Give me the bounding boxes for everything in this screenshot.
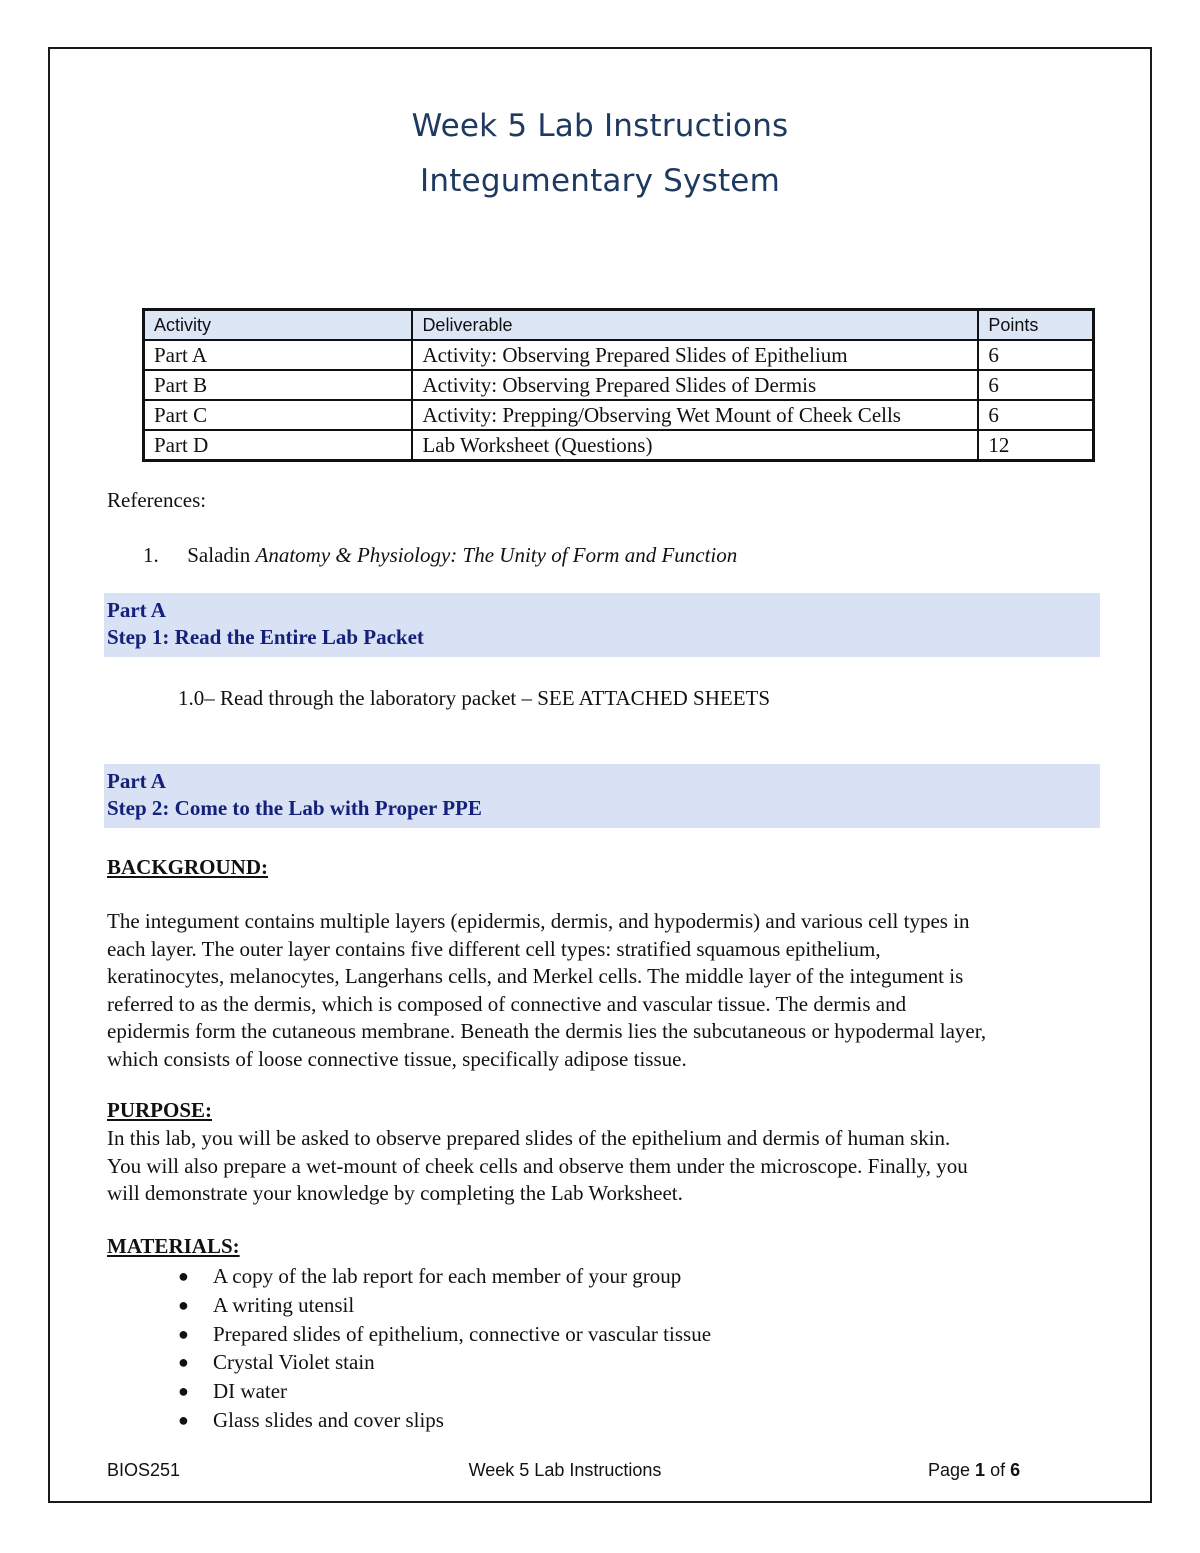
purpose-heading: PURPOSE: <box>107 1098 212 1122</box>
paragraph-line: keratinocytes, melanocytes, Langerhans cells, and Merkel cells. The middle layer of the integument is <box>107 964 964 988</box>
table-row <box>144 430 1094 461</box>
page-prefix: Page <box>928 1460 976 1480</box>
paragraph-line: each layer. The outer layer contains five different cell types: stratified squamous epithelium, <box>107 936 881 961</box>
page-total: 6 <box>1010 1460 1021 1480</box>
materials-list <box>178 1262 711 1435</box>
cell-activity: Part D <box>144 430 413 461</box>
section-part-label: Part A <box>107 598 166 622</box>
list-item-text: A writing utensil <box>213 1292 355 1317</box>
cell-points: 6 <box>978 340 1093 370</box>
cell-activity: Part B <box>144 370 413 400</box>
paragraph-line: In this lab, you will be asked to observe prepared slides of the epithelium and dermis of human skin. <box>107 1126 951 1150</box>
materials-heading: MATERIALS: <box>107 1234 240 1258</box>
bullet-icon: ● <box>178 1323 189 1344</box>
activity-table <box>142 308 1095 462</box>
bullet-icon: ● <box>178 1352 189 1373</box>
cell-deliverable: Activity: Observing Prepared Slides of Epithelium <box>412 340 978 370</box>
list-item-text: DI water <box>213 1379 288 1404</box>
section-band-step1 <box>104 593 1100 657</box>
list-item-text: Glass slides and cover slips <box>213 1407 444 1432</box>
reference-title: Anatomy & Physiology: The Unity of Form and Function <box>255 543 738 567</box>
bullet-icon: ● <box>178 1409 189 1430</box>
reference-number: 1. <box>143 543 159 567</box>
cell-deliverable: Lab Worksheet (Questions) <box>412 430 978 461</box>
section-part-label: Part A <box>107 769 166 793</box>
paragraph-line: The integument contains multiple layers (epidermis, dermis, and hypodermis) and various cell types in <box>107 909 970 933</box>
section-band-step2 <box>104 764 1100 828</box>
cell-points: 6 <box>978 400 1093 430</box>
paragraph-line: epidermis form the cutaneous membrane. Beneath the dermis lies the subcutaneous or hypodermal layer, <box>107 1019 987 1043</box>
bullet-icon: ● <box>178 1294 189 1315</box>
reference-item <box>143 542 737 569</box>
cell-activity: Part C <box>144 400 413 430</box>
list-item-text: Prepared slides of epithelium, connective or vascular tissue <box>213 1321 712 1346</box>
list-item-text: A copy of the lab report for each member of your group <box>213 1264 682 1288</box>
cell-points: 6 <box>978 370 1093 400</box>
purpose-paragraph <box>107 1125 1099 1208</box>
list-item <box>178 1320 711 1349</box>
table-header-row <box>144 310 1094 341</box>
footer-doc-title: Week 5 Lab Instructions <box>468 1460 662 1480</box>
section-step-title: Step 1: Read the Entire Lab Packet <box>107 625 424 649</box>
cell-activity: Part A <box>144 340 413 370</box>
cell-points: 12 <box>978 430 1093 461</box>
doc-subtitle: Integumentary System <box>420 163 780 199</box>
cell-deliverable: Activity: Prepping/Observing Wet Mount of Cheek Cells <box>412 400 978 430</box>
references-label: References: <box>107 488 207 512</box>
list-item <box>178 1291 711 1320</box>
bullet-icon: ● <box>178 1266 189 1286</box>
doc-title: Week 5 Lab Instructions <box>411 108 789 144</box>
footer-page-number <box>928 1460 1020 1481</box>
list-item-text: Crystal Violet stain <box>213 1350 375 1375</box>
page-current: 1 <box>975 1460 986 1480</box>
table-row <box>144 370 1094 400</box>
list-item <box>178 1348 711 1377</box>
cell-deliverable: Activity: Observing Prepared Slides of Dermis <box>412 370 978 400</box>
header-deliverable: Deliverable <box>412 310 978 341</box>
section-step-title: Step 2: Come to the Lab with Proper PPE <box>107 796 482 820</box>
background-heading: BACKGROUND: <box>107 855 268 879</box>
list-item <box>178 1377 711 1406</box>
list-item <box>178 1262 711 1291</box>
list-item <box>178 1406 711 1435</box>
paragraph-line: will demonstrate your knowledge by completing the Lab Worksheet. <box>107 1181 683 1205</box>
header-activity: Activity <box>144 310 413 341</box>
table-row <box>144 400 1094 430</box>
bullet-icon: ● <box>178 1381 189 1402</box>
step1-text: 1.0– Read through the laboratory packet – SEE ATTACHED SHEETS <box>178 686 771 710</box>
header-points: Points <box>978 310 1093 341</box>
paragraph-line: referred to as the dermis, which is composed of connective and vascular tissue. The dermis and <box>107 991 907 1016</box>
table-row <box>144 340 1094 370</box>
page-of: of <box>985 1460 1011 1480</box>
background-paragraph <box>107 908 1099 1073</box>
reference-author: Saladin <box>187 543 251 567</box>
paragraph-line: which consists of loose connective tissue, specifically adipose tissue. <box>107 1046 687 1071</box>
paragraph-line: You will also prepare a wet-mount of cheek cells and observe them under the microscope. Finally, you <box>107 1153 968 1178</box>
footer-course: BIOS251 <box>107 1460 181 1480</box>
